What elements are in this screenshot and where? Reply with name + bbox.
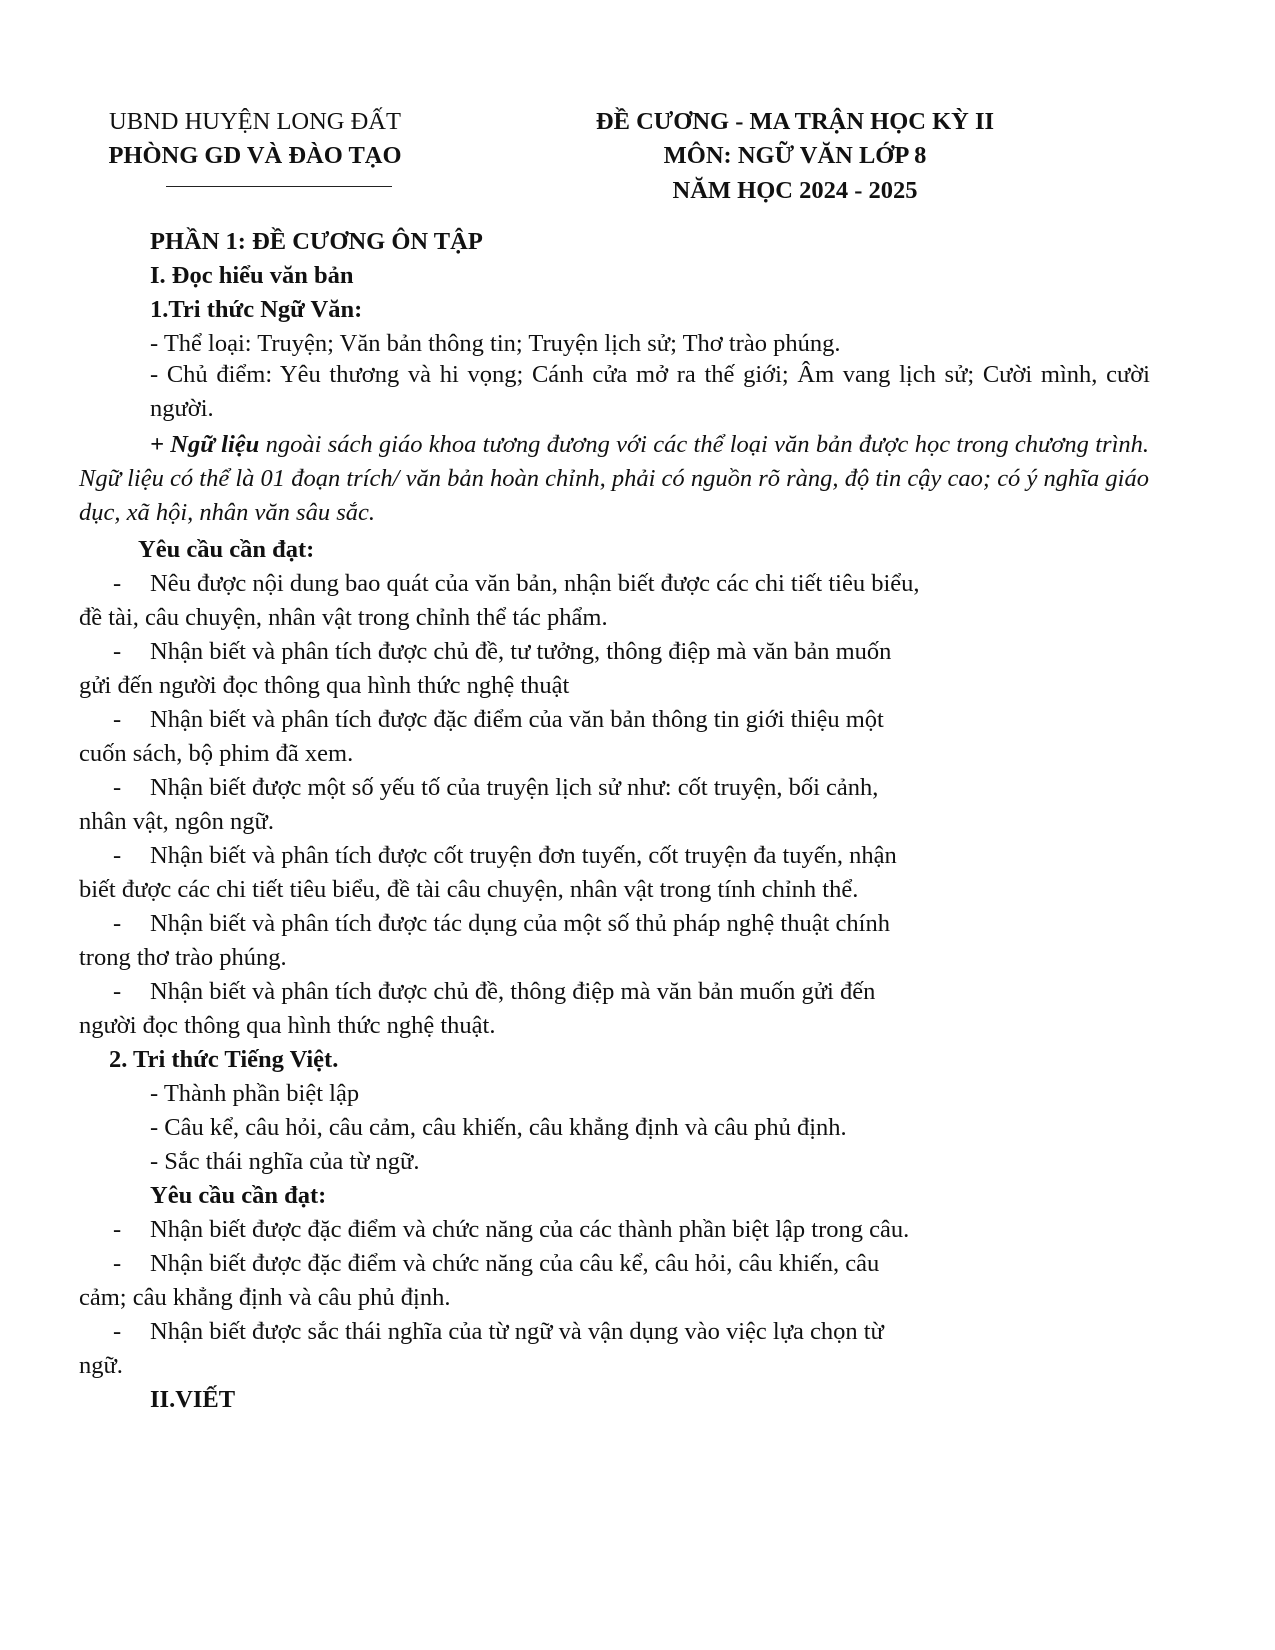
bullet-dash: - [113, 978, 122, 1005]
document-title: ĐỀ CƯƠNG - MA TRẬN HỌC KỲ II [595, 108, 995, 135]
requirement-text: Nhận biết được sắc thái nghĩa của từ ngữ và vận dụng vào việc lựa chọn từ [150, 1318, 884, 1345]
tv-item: - Sắc thái nghĩa của từ ngữ. [150, 1148, 420, 1175]
subject-line: MÔN: NGỮ VĂN LỚP 8 [663, 142, 927, 169]
bullet-dash: - [113, 570, 122, 597]
bullet-dash: - [113, 638, 122, 665]
bullet-dash: - [113, 910, 122, 937]
tv-item: - Thành phần biệt lập [150, 1080, 360, 1107]
bullet-dash: - [113, 774, 122, 801]
subsection2-heading: 2. Tri thức Tiếng Việt. [109, 1046, 339, 1073]
theme-line: - Chủ điểm: Yêu thương và hi vọng; Cánh cửa mở ra thế giới; Âm vang lịch sử; Cười mình, cười người. [150, 361, 1150, 422]
requirement-text: Nhận biết được một số yếu tố của truyện lịch sử như: cốt truyện, bối cảnh, [150, 774, 879, 801]
requirement-text: Nhận biết và phân tích được chủ đề, tư tưởng, thông điệp mà văn bản muốn [150, 638, 892, 665]
requirement-text: Nhận biết và phân tích được cốt truyện đơn tuyến, cốt truyện đa tuyến, nhận [150, 842, 897, 869]
requirement-text: Nêu được nội dung bao quát của văn bản, nhận biết được các chi tiết tiêu biểu, [150, 570, 920, 597]
bullet-dash: - [113, 1250, 122, 1277]
requirement-text-cont: ngữ. [79, 1352, 123, 1379]
requirement-text-cont: nhân vật, ngôn ngữ. [79, 808, 274, 835]
requirement-text: Nhận biết được đặc điểm và chức năng của câu kể, câu hỏi, câu khiến, câu [150, 1250, 880, 1277]
genre-line: - Thể loại: Truyện; Văn bản thông tin; Truyện lịch sử; Thơ trào phúng. [150, 330, 841, 357]
requirement-text: Nhận biết và phân tích được tác dụng của một số thủ pháp nghệ thuật chính [150, 910, 890, 937]
requirement-text-cont: gửi đến người đọc thông qua hình thức nghệ thuật [79, 672, 570, 699]
bullet-dash: - [113, 1216, 122, 1243]
requirement-text-cont: cuốn sách, bộ phim đã xem. [79, 740, 354, 767]
tv-item: - Câu kể, câu hỏi, câu cảm, câu khiến, câu khẳng định và câu phủ định. [150, 1114, 847, 1141]
header-divider [166, 186, 392, 187]
requirement-text: Nhận biết được đặc điểm và chức năng của các thành phần biệt lập trong câu. [150, 1216, 910, 1243]
section2-heading: II.VIẾT [150, 1386, 236, 1413]
school-year: NĂM HỌC 2024 - 2025 [672, 177, 918, 204]
subsection1-heading: 1.Tri thức Ngữ Văn: [150, 296, 363, 323]
requirement-text-cont: người đọc thông qua hình thức nghệ thuật. [79, 1012, 496, 1039]
bullet-dash: - [113, 1318, 122, 1345]
requirement-text: Nhận biết và phân tích được chủ đề, thông điệp mà văn bản muốn gửi đến [150, 978, 876, 1005]
department-name: PHÒNG GD VÀ ĐÀO TẠO [108, 142, 402, 169]
requirement-text-cont: cảm; câu khẳng định và câu phủ định. [79, 1284, 451, 1311]
materials-text: ngoài sách giáo khoa tương đương với các thể loại văn bản được học trong chương trình. Ngữ liệu có thể là 01 đoạn trích/ văn bản hoàn chỉnh, phải có nguồn rõ ràng, độ tin cậy cao; có ý nghĩa giáo dục, xã hội, nhân văn sâu sắc. [79, 431, 1149, 526]
requirement-text-cont: đề tài, câu chuyện, nhân vật trong chỉnh thể tác phẩm. [79, 604, 608, 631]
materials-paragraph [79, 428, 1149, 530]
requirement-text: Nhận biết và phân tích được đặc điểm của văn bản thông tin giới thiệu một [150, 706, 884, 733]
org-name: UBND HUYỆN LONG ĐẤT [109, 108, 401, 135]
part1-heading: PHẦN 1: ĐỀ CƯƠNG ÔN TẬP [150, 228, 483, 255]
bullet-dash: - [113, 842, 122, 869]
requirement-text-cont: biết được các chi tiết tiêu biểu, đề tài câu chuyện, nhân vật trong tính chỉnh thể. [79, 876, 859, 903]
section1-heading: I. Đọc hiểu văn bản [150, 262, 354, 289]
requirements-heading: Yêu cầu cần đạt: [138, 536, 315, 563]
tv-requirements-heading: Yêu cầu cần đạt: [150, 1182, 327, 1209]
bullet-dash: - [113, 706, 122, 733]
requirement-text-cont: trong thơ trào phúng. [79, 944, 287, 971]
materials-label: + Ngữ liệu [150, 431, 260, 458]
